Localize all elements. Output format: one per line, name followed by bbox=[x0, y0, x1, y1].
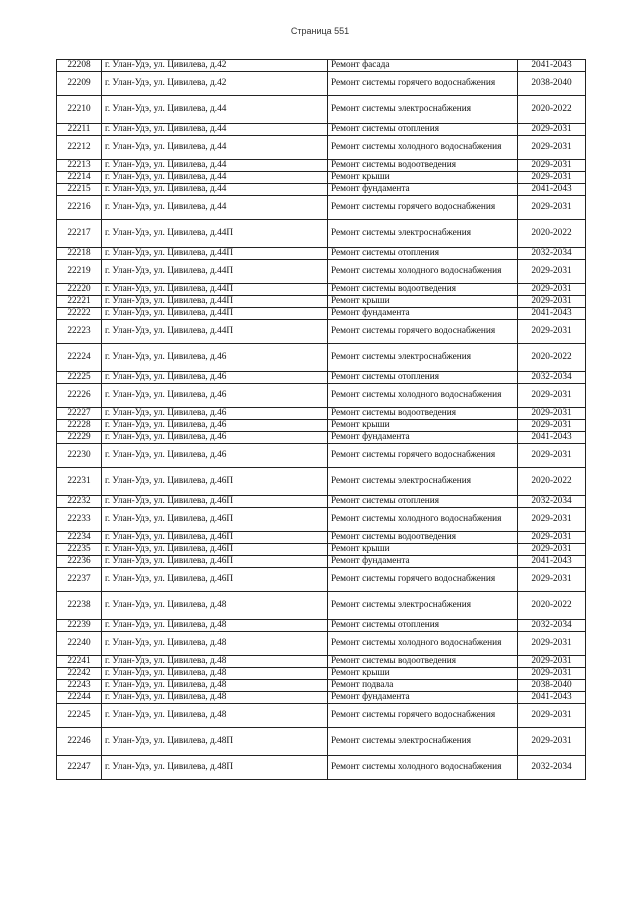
table-row bbox=[57, 592, 586, 620]
address-cell: г. Улан-Удэ, ул. Цивилева, д.44 bbox=[102, 124, 328, 136]
row-number: 22226 bbox=[57, 384, 102, 408]
work-type-cell: Ремонт системы водоотведения bbox=[328, 284, 518, 296]
period-cell: 2029-2031 bbox=[518, 284, 586, 296]
table-row bbox=[57, 408, 586, 420]
period-cell: 2041-2043 bbox=[518, 184, 586, 196]
row-number: 22233 bbox=[57, 508, 102, 532]
period-cell: 2029-2031 bbox=[518, 704, 586, 728]
work-type-cell: Ремонт системы электроснабжения bbox=[328, 96, 518, 124]
period-cell: 2029-2031 bbox=[518, 124, 586, 136]
period-cell: 2041-2043 bbox=[518, 308, 586, 320]
row-number: 22220 bbox=[57, 284, 102, 296]
work-type-cell: Ремонт системы водоотведения bbox=[328, 656, 518, 668]
work-type-cell: Ремонт подвала bbox=[328, 680, 518, 692]
period-cell: 2041-2043 bbox=[518, 60, 586, 72]
address-cell: г. Улан-Удэ, ул. Цивилева, д.46П bbox=[102, 468, 328, 496]
work-type-cell: Ремонт системы холодного водоснабжения bbox=[328, 632, 518, 656]
address-cell: г. Улан-Удэ, ул. Цивилева, д.48 bbox=[102, 680, 328, 692]
period-cell: 2020-2022 bbox=[518, 220, 586, 248]
address-cell: г. Улан-Удэ, ул. Цивилева, д.44 bbox=[102, 160, 328, 172]
period-cell: 2029-2031 bbox=[518, 508, 586, 532]
period-cell: 2029-2031 bbox=[518, 296, 586, 308]
period-cell: 2038-2040 bbox=[518, 680, 586, 692]
work-type-cell: Ремонт фасада bbox=[328, 60, 518, 72]
work-type-cell: Ремонт системы электроснабжения bbox=[328, 220, 518, 248]
period-cell: 2038-2040 bbox=[518, 72, 586, 96]
row-number: 22246 bbox=[57, 728, 102, 756]
address-cell: г. Улан-Удэ, ул. Цивилева, д.46 bbox=[102, 444, 328, 468]
table-row bbox=[57, 420, 586, 432]
address-cell: г. Улан-Удэ, ул. Цивилева, д.46 bbox=[102, 408, 328, 420]
table-body bbox=[57, 60, 586, 780]
table-row bbox=[57, 532, 586, 544]
row-number: 22218 bbox=[57, 248, 102, 260]
row-number: 22237 bbox=[57, 568, 102, 592]
period-cell: 2032-2034 bbox=[518, 496, 586, 508]
table-row bbox=[57, 344, 586, 372]
row-number: 22214 bbox=[57, 172, 102, 184]
table-row bbox=[57, 72, 586, 96]
row-number: 22209 bbox=[57, 72, 102, 96]
period-cell: 2029-2031 bbox=[518, 728, 586, 756]
row-number: 22231 bbox=[57, 468, 102, 496]
table-row bbox=[57, 296, 586, 308]
address-cell: г. Улан-Удэ, ул. Цивилева, д.46П bbox=[102, 568, 328, 592]
table-row bbox=[57, 468, 586, 496]
period-cell: 2029-2031 bbox=[518, 196, 586, 220]
table-row bbox=[57, 196, 586, 220]
address-cell: г. Улан-Удэ, ул. Цивилева, д.44П bbox=[102, 260, 328, 284]
row-number: 22221 bbox=[57, 296, 102, 308]
address-cell: г. Улан-Удэ, ул. Цивилева, д.44 bbox=[102, 184, 328, 196]
address-cell: г. Улан-Удэ, ул. Цивилева, д.48 bbox=[102, 620, 328, 632]
table-row bbox=[57, 432, 586, 444]
row-number: 22217 bbox=[57, 220, 102, 248]
row-number: 22234 bbox=[57, 532, 102, 544]
period-cell: 2029-2031 bbox=[518, 568, 586, 592]
period-cell: 2029-2031 bbox=[518, 172, 586, 184]
row-number: 22242 bbox=[57, 668, 102, 680]
row-number: 22225 bbox=[57, 372, 102, 384]
row-number: 22235 bbox=[57, 544, 102, 556]
work-type-cell: Ремонт системы электроснабжения bbox=[328, 468, 518, 496]
work-type-cell: Ремонт фундамента bbox=[328, 308, 518, 320]
address-cell: г. Улан-Удэ, ул. Цивилева, д.44П bbox=[102, 296, 328, 308]
work-type-cell: Ремонт системы холодного водоснабжения bbox=[328, 136, 518, 160]
period-cell: 2029-2031 bbox=[518, 384, 586, 408]
work-type-cell: Ремонт фундамента bbox=[328, 184, 518, 196]
repair-schedule-table bbox=[56, 59, 586, 780]
period-cell: 2029-2031 bbox=[518, 408, 586, 420]
address-cell: г. Улан-Удэ, ул. Цивилева, д.44 bbox=[102, 96, 328, 124]
period-cell: 2020-2022 bbox=[518, 468, 586, 496]
address-cell: г. Улан-Удэ, ул. Цивилева, д.48 bbox=[102, 692, 328, 704]
address-cell: г. Улан-Удэ, ул. Цивилева, д.42 bbox=[102, 72, 328, 96]
table-row bbox=[57, 656, 586, 668]
address-cell: г. Улан-Удэ, ул. Цивилева, д.44 bbox=[102, 196, 328, 220]
address-cell: г. Улан-Удэ, ул. Цивилева, д.48 bbox=[102, 656, 328, 668]
address-cell: г. Улан-Удэ, ул. Цивилева, д.48 bbox=[102, 592, 328, 620]
period-cell: 2029-2031 bbox=[518, 632, 586, 656]
period-cell: 2029-2031 bbox=[518, 544, 586, 556]
table-row bbox=[57, 248, 586, 260]
table-row bbox=[57, 704, 586, 728]
page-number-label: Страница 551 bbox=[290, 26, 350, 36]
address-cell: г. Улан-Удэ, ул. Цивилева, д.48П bbox=[102, 728, 328, 756]
work-type-cell: Ремонт системы холодного водоснабжения bbox=[328, 508, 518, 532]
period-cell: 2041-2043 bbox=[518, 556, 586, 568]
address-cell: г. Улан-Удэ, ул. Цивилева, д.46 bbox=[102, 384, 328, 408]
table-row bbox=[57, 668, 586, 680]
address-cell: г. Улан-Удэ, ул. Цивилева, д.44П bbox=[102, 248, 328, 260]
table-row bbox=[57, 160, 586, 172]
address-cell: г. Улан-Удэ, ул. Цивилева, д.44 bbox=[102, 136, 328, 160]
table-row bbox=[57, 632, 586, 656]
address-cell: г. Улан-Удэ, ул. Цивилева, д.46 bbox=[102, 420, 328, 432]
work-type-cell: Ремонт системы отопления bbox=[328, 620, 518, 632]
address-cell: г. Улан-Удэ, ул. Цивилева, д.46П bbox=[102, 508, 328, 532]
address-cell: г. Улан-Удэ, ул. Цивилева, д.46 bbox=[102, 432, 328, 444]
work-type-cell: Ремонт системы водоотведения bbox=[328, 532, 518, 544]
period-cell: 2029-2031 bbox=[518, 656, 586, 668]
row-number: 22247 bbox=[57, 756, 102, 780]
work-type-cell: Ремонт системы отопления bbox=[328, 496, 518, 508]
row-number: 22239 bbox=[57, 620, 102, 632]
period-cell: 2020-2022 bbox=[518, 592, 586, 620]
row-number: 22228 bbox=[57, 420, 102, 432]
row-number: 22215 bbox=[57, 184, 102, 196]
row-number: 22245 bbox=[57, 704, 102, 728]
row-number: 22213 bbox=[57, 160, 102, 172]
period-cell: 2029-2031 bbox=[518, 160, 586, 172]
table-row bbox=[57, 568, 586, 592]
row-number: 22232 bbox=[57, 496, 102, 508]
table-row bbox=[57, 692, 586, 704]
period-cell: 2032-2034 bbox=[518, 620, 586, 632]
row-number: 22243 bbox=[57, 680, 102, 692]
row-number: 22240 bbox=[57, 632, 102, 656]
work-type-cell: Ремонт крыши bbox=[328, 296, 518, 308]
period-cell: 2029-2031 bbox=[518, 260, 586, 284]
period-cell: 2020-2022 bbox=[518, 96, 586, 124]
work-type-cell: Ремонт системы горячего водоснабжения bbox=[328, 704, 518, 728]
address-cell: г. Улан-Удэ, ул. Цивилева, д.46П bbox=[102, 544, 328, 556]
period-cell: 2032-2034 bbox=[518, 248, 586, 260]
work-type-cell: Ремонт крыши bbox=[328, 172, 518, 184]
address-cell: г. Улан-Удэ, ул. Цивилева, д.42 bbox=[102, 60, 328, 72]
address-cell: г. Улан-Удэ, ул. Цивилева, д.44П bbox=[102, 308, 328, 320]
work-type-cell: Ремонт системы водоотведения bbox=[328, 160, 518, 172]
period-cell: 2032-2034 bbox=[518, 756, 586, 780]
table-row bbox=[57, 172, 586, 184]
period-cell: 2041-2043 bbox=[518, 692, 586, 704]
period-cell: 2020-2022 bbox=[518, 344, 586, 372]
work-type-cell: Ремонт системы отопления bbox=[328, 124, 518, 136]
address-cell: г. Улан-Удэ, ул. Цивилева, д.44П bbox=[102, 220, 328, 248]
work-type-cell: Ремонт системы горячего водоснабжения bbox=[328, 72, 518, 96]
address-cell: г. Улан-Удэ, ул. Цивилева, д.48 bbox=[102, 668, 328, 680]
work-type-cell: Ремонт фундамента bbox=[328, 556, 518, 568]
work-type-cell: Ремонт системы горячего водоснабжения bbox=[328, 320, 518, 344]
work-type-cell: Ремонт системы отопления bbox=[328, 372, 518, 384]
address-cell: г. Улан-Удэ, ул. Цивилева, д.46П bbox=[102, 496, 328, 508]
period-cell: 2041-2043 bbox=[518, 432, 586, 444]
table-row bbox=[57, 124, 586, 136]
table-row bbox=[57, 620, 586, 632]
table-row bbox=[57, 60, 586, 72]
address-cell: г. Улан-Удэ, ул. Цивилева, д.46 bbox=[102, 372, 328, 384]
table-row bbox=[57, 496, 586, 508]
row-number: 22244 bbox=[57, 692, 102, 704]
row-number: 22219 bbox=[57, 260, 102, 284]
table-row bbox=[57, 384, 586, 408]
work-type-cell: Ремонт системы отопления bbox=[328, 248, 518, 260]
table-row bbox=[57, 96, 586, 124]
table-row bbox=[57, 508, 586, 532]
work-type-cell: Ремонт системы холодного водоснабжения bbox=[328, 384, 518, 408]
row-number: 22210 bbox=[57, 96, 102, 124]
work-type-cell: Ремонт системы горячего водоснабжения bbox=[328, 196, 518, 220]
table-row bbox=[57, 320, 586, 344]
table-row bbox=[57, 184, 586, 196]
address-cell: г. Улан-Удэ, ул. Цивилева, д.48 bbox=[102, 632, 328, 656]
table-row bbox=[57, 556, 586, 568]
row-number: 22211 bbox=[57, 124, 102, 136]
table-row bbox=[57, 260, 586, 284]
address-cell: г. Улан-Удэ, ул. Цивилева, д.46П bbox=[102, 556, 328, 568]
table-row bbox=[57, 756, 586, 780]
row-number: 22222 bbox=[57, 308, 102, 320]
work-type-cell: Ремонт системы электроснабжения bbox=[328, 344, 518, 372]
row-number: 22216 bbox=[57, 196, 102, 220]
period-cell: 2029-2031 bbox=[518, 444, 586, 468]
address-cell: г. Улан-Удэ, ул. Цивилева, д.48П bbox=[102, 756, 328, 780]
work-type-cell: Ремонт системы горячего водоснабжения bbox=[328, 568, 518, 592]
row-number: 22236 bbox=[57, 556, 102, 568]
work-type-cell: Ремонт фундамента bbox=[328, 432, 518, 444]
table-row bbox=[57, 372, 586, 384]
table-row bbox=[57, 680, 586, 692]
table-row bbox=[57, 220, 586, 248]
row-number: 22227 bbox=[57, 408, 102, 420]
work-type-cell: Ремонт системы холодного водоснабжения bbox=[328, 756, 518, 780]
address-cell: г. Улан-Удэ, ул. Цивилева, д.46 bbox=[102, 344, 328, 372]
work-type-cell: Ремонт фундамента bbox=[328, 692, 518, 704]
row-number: 22224 bbox=[57, 344, 102, 372]
table-row bbox=[57, 544, 586, 556]
work-type-cell: Ремонт крыши bbox=[328, 668, 518, 680]
row-number: 22223 bbox=[57, 320, 102, 344]
address-cell: г. Улан-Удэ, ул. Цивилева, д.44 bbox=[102, 172, 328, 184]
table-row bbox=[57, 308, 586, 320]
table-row bbox=[57, 136, 586, 160]
address-cell: г. Улан-Удэ, ул. Цивилева, д.44П bbox=[102, 320, 328, 344]
address-cell: г. Улан-Удэ, ул. Цивилева, д.46П bbox=[102, 532, 328, 544]
work-type-cell: Ремонт системы электроснабжения bbox=[328, 728, 518, 756]
address-cell: г. Улан-Удэ, ул. Цивилева, д.48 bbox=[102, 704, 328, 728]
work-type-cell: Ремонт системы электроснабжения bbox=[328, 592, 518, 620]
row-number: 22238 bbox=[57, 592, 102, 620]
work-type-cell: Ремонт крыши bbox=[328, 420, 518, 432]
period-cell: 2029-2031 bbox=[518, 136, 586, 160]
row-number: 22241 bbox=[57, 656, 102, 668]
row-number: 22212 bbox=[57, 136, 102, 160]
period-cell: 2029-2031 bbox=[518, 668, 586, 680]
table-row bbox=[57, 728, 586, 756]
period-cell: 2032-2034 bbox=[518, 372, 586, 384]
period-cell: 2029-2031 bbox=[518, 532, 586, 544]
period-cell: 2029-2031 bbox=[518, 420, 586, 432]
work-type-cell: Ремонт крыши bbox=[328, 544, 518, 556]
address-cell: г. Улан-Удэ, ул. Цивилева, д.44П bbox=[102, 284, 328, 296]
table-row bbox=[57, 284, 586, 296]
work-type-cell: Ремонт системы горячего водоснабжения bbox=[328, 444, 518, 468]
work-type-cell: Ремонт системы водоотведения bbox=[328, 408, 518, 420]
row-number: 22229 bbox=[57, 432, 102, 444]
period-cell: 2029-2031 bbox=[518, 320, 586, 344]
row-number: 22208 bbox=[57, 60, 102, 72]
work-type-cell: Ремонт системы холодного водоснабжения bbox=[328, 260, 518, 284]
row-number: 22230 bbox=[57, 444, 102, 468]
table-row bbox=[57, 444, 586, 468]
